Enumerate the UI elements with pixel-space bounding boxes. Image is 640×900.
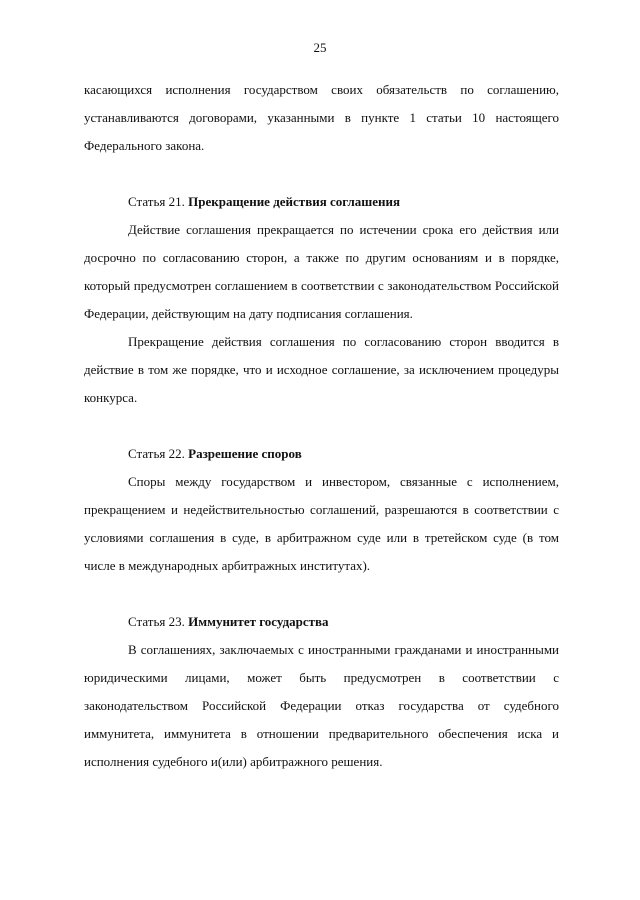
document-body [84,76,559,776]
article-label: Статья 21. [128,194,185,209]
article-title: Прекращение действия соглашения [188,194,401,209]
article-heading [84,440,559,468]
article-22 [84,440,559,580]
article-title: Разрешение споров [188,446,302,461]
article-heading [84,608,559,636]
article-paragraph: Прекращение действия соглашения по согласованию сторон вводится в действие в том же порядке, что и исходное соглашение, за исключением процедуры конкурса. [84,334,559,405]
article-paragraph: В соглашениях, заключаемых с иностранными гражданами и иностранными юридическими лицами, может быть предусмотрен в соответствии с законодательством Российской Федерации отказ государства от судебного иммунитета, иммунитета в отношении предварительного обеспечения иска и исполнения судебного и(или) арбитражного решения. [84,642,559,769]
page-number: 25 [313,40,327,55]
article-23 [84,608,559,776]
article-paragraph: Действие соглашения прекращается по истечении срока его действия или досрочно по согласованию сторон, а также по другим основаниям и в порядке, который предусмотрен соглашением в соответствии с законодательством Российской Федерации, действующим на дату подписания соглашения. [84,222,559,321]
article-paragraph: Споры между государством и инвестором, связанные с исполнением, прекращением и недействительностью соглашений, разрешаются в соответствии с условиями соглашения в суде, в арбитражном суде или в третейском суде (в том числе в международных арбитражных институтах). [84,474,559,573]
article-21 [84,188,559,412]
article-heading [84,188,559,216]
intro-paragraph: касающихся исполнения государством своих обязательств по соглашению, устанавливаются договорами, указанными в пункте 1 статьи 10 настоящего Федерального закона. [84,82,559,153]
article-label: Статья 23. [128,614,185,629]
article-label: Статья 22. [128,446,185,461]
article-title: Иммунитет государства [188,614,329,629]
